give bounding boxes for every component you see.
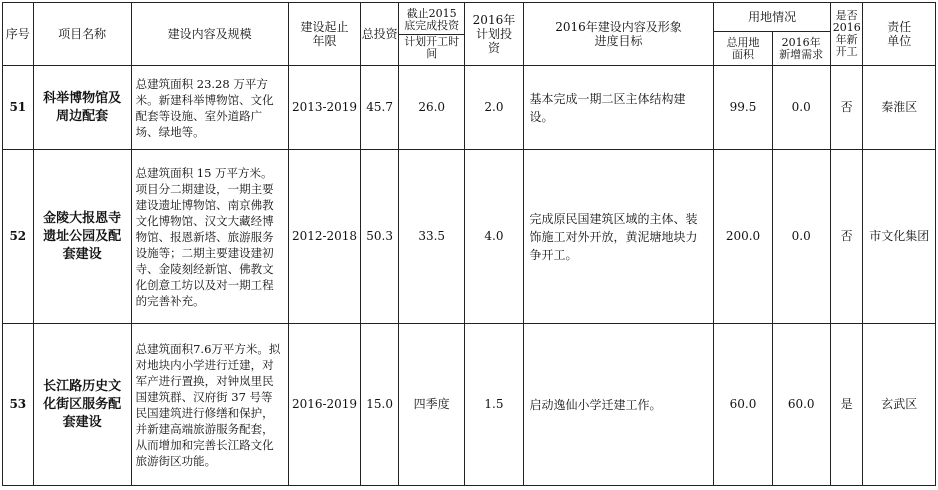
row-land-total: 60.0 [714, 324, 772, 486]
table-row [3, 324, 936, 486]
row-content: 总建筑面积 23.28 万平方米。新建科举博物馆、文化配套等设施、室外道路广场、绿地等。 [131, 66, 288, 150]
table-body [3, 66, 936, 486]
row-inv2016: 4.0 [465, 150, 523, 324]
table-row [3, 66, 936, 150]
row-idx: 52 [3, 150, 34, 324]
header-land: 用地情况 [714, 3, 830, 32]
header-land-new: 2016年新增需求 [772, 32, 830, 66]
row-land-new: 60.0 [772, 324, 830, 486]
header-inv2016: 2016年计划投资 [465, 3, 523, 66]
row-period: 2016-2019 [288, 324, 360, 486]
row-idx: 51 [3, 66, 34, 150]
row-new-start: 是 [830, 324, 863, 486]
row-unit: 秦淮区 [863, 66, 936, 150]
header-new-start: 是否2016年新开工 [830, 3, 863, 66]
row-new-start: 否 [830, 150, 863, 324]
row-goal: 完成原民国建筑区域的主体、装饰施工对外开放，黄泥塘地块力争开工。 [523, 150, 714, 324]
header-goal2016: 2016年建设内容及形象进度目标 [523, 3, 714, 66]
header-name: 项目名称 [33, 3, 131, 66]
row-name: 金陵大报恩寺遗址公园及配套建设 [33, 150, 131, 324]
row-land-total: 99.5 [714, 66, 772, 150]
project-table-wrapper [2, 2, 936, 486]
row-period: 2012-2018 [288, 150, 360, 324]
row-land-new: 0.0 [772, 150, 830, 324]
header-total: 总投资 [361, 3, 399, 66]
row-content: 总建筑面积 15 万平方米。项目分二期建设，一期主要建设遗址博物馆、南京佛教文化博物馆、汉文大藏经博物馆、报恩新塔、旅游服务设施等；二期主要建设建初寺、金陵刻经新馆、佛教文化创意工坊以及对一期工程的完善补充。 [131, 150, 288, 324]
row-goal: 基本完成一期二区主体结构建设。 [523, 66, 714, 150]
header-unit: 责任单位 [863, 3, 936, 66]
row-inv2016: 2.0 [465, 66, 523, 150]
header-content: 建设内容及规模 [131, 3, 288, 66]
row-by2015: 26.0 [399, 66, 465, 150]
row-period: 2013-2019 [288, 66, 360, 150]
row-new-start: 否 [830, 66, 863, 150]
row-total: 50.3 [361, 150, 399, 324]
header-land-total: 总用地面积 [714, 32, 772, 66]
row-idx: 53 [3, 324, 34, 486]
header-by2015-top: 截止2015底完成投资 [404, 7, 460, 32]
row-by2015: 四季度 [399, 324, 465, 486]
row-total: 15.0 [361, 324, 399, 486]
row-land-total: 200.0 [714, 150, 772, 324]
row-name: 科举博物馆及周边配套 [33, 66, 131, 150]
row-land-new: 0.0 [772, 66, 830, 150]
row-total: 45.7 [361, 66, 399, 150]
header-by2015 [399, 3, 465, 66]
row-by2015: 33.5 [399, 150, 465, 324]
table-header [3, 3, 936, 66]
row-goal: 启动逸仙小学迁建工作。 [523, 324, 714, 486]
row-unit: 玄武区 [863, 324, 936, 486]
table-row [3, 150, 936, 324]
header-plan-start: 计划开工时间 [398, 34, 465, 60]
row-inv2016: 1.5 [465, 324, 523, 486]
row-name: 长江路历史文化街区服务配套建设 [33, 324, 131, 486]
row-content: 总建筑面积7.6万平方米。拟对地块内小学进行迁建，对军产进行置换，对钟岚里民国建筑群、汉府街 37 号等民国建筑进行修缮和保护，并新建高端旅游服务配套，从而增加和完善长江路文化旅游街区功能。 [131, 324, 288, 486]
row-unit: 市文化集团 [863, 150, 936, 324]
header-idx: 序号 [3, 3, 34, 66]
project-table [2, 2, 936, 486]
header-period: 建设起止年限 [288, 3, 360, 66]
